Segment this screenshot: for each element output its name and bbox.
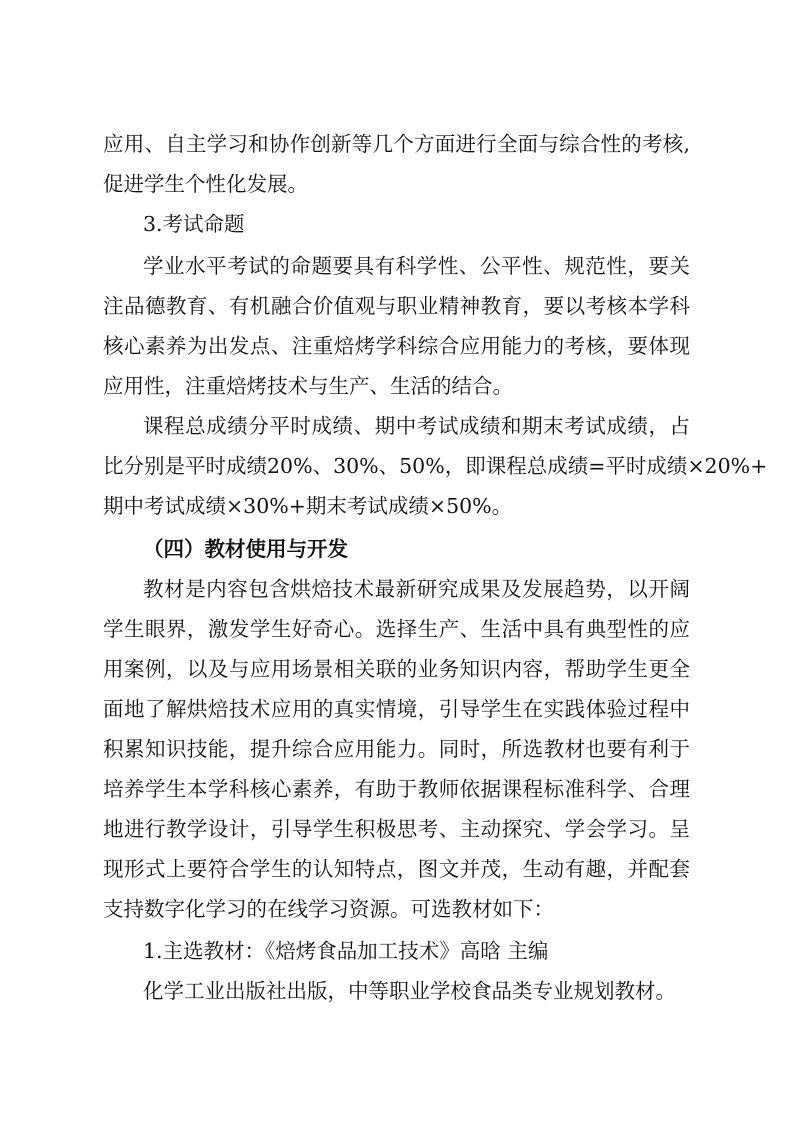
paragraph-line: 应用、自主学习和协作创新等几个方面进行全面与综合性的考核, — [103, 132, 690, 156]
paragraph-line: 注品德教育、有机融合价值观与职业精神教育，要以考核本学科 — [103, 294, 690, 318]
paragraph-line: 现形式上要符合学生的认知特点，图文并茂，生动有趣，并配套 — [103, 857, 690, 881]
list-item: 1.主选教材：《焙烤食品加工技术》高晗 主编 — [143, 939, 549, 963]
paragraph-line: 学业水平考试的命题要具有科学性、公平性、规范性，要关 — [143, 254, 690, 278]
paragraph-line: 期中考试成绩×30%+期末考试成绩×50%。 — [103, 494, 513, 518]
paragraph-line: 课程总成绩分平时成绩、期中考试成绩和期末考试成绩，占 — [143, 414, 690, 438]
section-heading: （四）教材使用与开发 — [143, 537, 348, 561]
paragraph-line: 地进行教学设计，引导学生积极思考、主动探究、学会学习。呈 — [103, 817, 690, 841]
paragraph-line: 比分别是平时成绩20%、30%、50%，即课程总成绩=平时成绩×20%+ — [103, 454, 768, 478]
paragraph-line: 核心素养为出发点、注重焙烤学科综合应用能力的考核，要体现 — [103, 334, 690, 358]
paragraph-line: 面地了解烘焙技术应用的真实情境，引导学生在实践体验过程中 — [103, 697, 690, 721]
paragraph-line: 学生眼界，激发学生好奇心。选择生产、生活中具有典型性的应 — [103, 617, 690, 641]
paragraph-line: 促进学生个性化发展。 — [103, 172, 308, 196]
paragraph-line: 化学工业出版社出版，中等职业学校食品类专业规划教材。 — [143, 979, 676, 1003]
paragraph-line: 教材是内容包含烘焙技术最新研究成果及发展趋势，以开阔 — [143, 577, 690, 601]
paragraph-line: 支持数字化学习的在线学习资源。可选教材如下： — [103, 897, 554, 921]
paragraph-line: 积累知识技能，提升综合应用能力。同时，所选教材也要有利于 — [103, 737, 690, 761]
paragraph-line: 用案例，以及与应用场景相关联的业务知识内容，帮助学生更全 — [103, 657, 690, 681]
paragraph-line: 应用性，注重焙烤技术与生产、生活的结合。 — [103, 374, 513, 398]
paragraph-line: 培养学生本学科核心素养，有助于教师依据课程标准科学、合理 — [103, 777, 690, 801]
section-heading: 3.考试命题 — [143, 212, 245, 236]
